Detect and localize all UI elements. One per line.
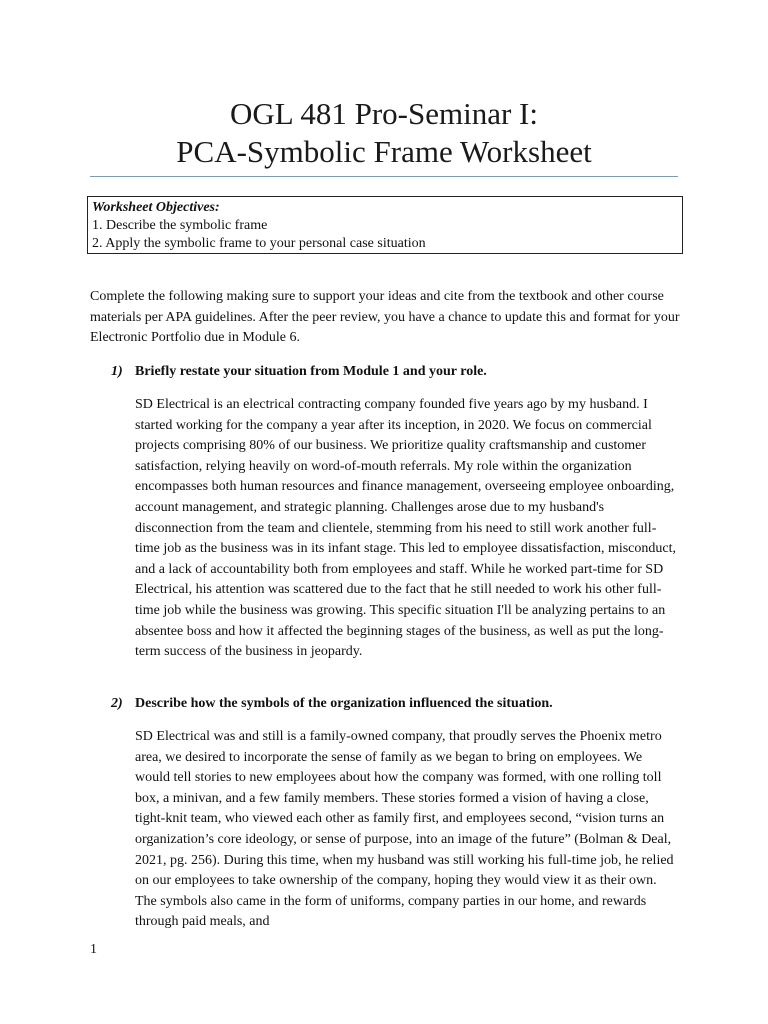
intro-paragraph: Complete the following making sure to support your ideas and cite from the textbook and other course materials per APA guidelines. After the peer review, you have a chance to update this and format for your Electronic Portfolio due in Module 6. xyxy=(90,289,680,346)
question-prompt: Describe how the symbols of the organization influenced the situation. xyxy=(135,696,553,711)
question-number: 1) xyxy=(111,364,123,379)
answer-1: SD Electrical is an electrical contracting company founded five years ago by my husband. I started working for the company a year after its inception, in 2020. We focus on commercial projects comprising 80% of our business. We prioritize quality craftsmanship and customer satisfaction, relying heavily on word-of-mouth referrals. My role within the organization encompasses both human resources and finance management, overseeing employee onboarding, account management, and strategic planning. Challenges arose due to my husband's disconnection from the team and clientele, stemming from his need to still work another full-time job as the business was in its infant stage. This led to employee dissatisfaction, misconduct, and a lack of accountability both from employees and staff. While he worked part-time for SD Electrical, his attention was scattered due to the fact that he still needed to work his other full-time job while the business was growing. This specific situation I'll be analyzing pertains to an absentee boss and how it affected the beginning stages of the business, as well as put the long-term success of the business in jeopardy. xyxy=(135,397,676,660)
page-title xyxy=(0,95,768,171)
question-prompt: Briefly restate your situation from Module 1 and your role. xyxy=(135,364,487,379)
objectives-box xyxy=(87,196,683,254)
question-number: 2) xyxy=(111,696,123,711)
answer-2: SD Electrical was and still is a family-owned company, that proudly serves the Phoenix metro area, we desired to incorporate the sense of family as we began to bring on employees. We would tell stories to new employees about how the company was formed, with one rolling toll box, a minivan, and a few family members. These stories formed a vision of having a close, tight-knit team, who viewed each other as family first, and employees second, “vision turns an organization’s core ideology, or sense of purpose, into an image of the future” (Bolman & Deal, 2021, pg. 256). During this time, when my husband was still working his full-time job, he relied on our employees to take ownership of the company, hoping they would view it as their own. The symbols also came in the form of uniforms, company parties in our home, and rewards through paid meals, and xyxy=(135,729,674,930)
page-number: 1 xyxy=(90,942,97,957)
title-line-2: PCA-Symbolic Frame Worksheet xyxy=(176,134,592,169)
objectives-heading: Worksheet Objectives: xyxy=(92,200,220,215)
title-divider xyxy=(90,176,678,177)
question-2 xyxy=(111,694,553,714)
title-line-1: OGL 481 Pro-Seminar I: xyxy=(230,96,538,131)
question-1 xyxy=(111,362,487,382)
objective-item: 2. Apply the symbolic frame to your personal case situation xyxy=(92,236,426,251)
objective-item: 1. Describe the symbolic frame xyxy=(92,218,268,233)
